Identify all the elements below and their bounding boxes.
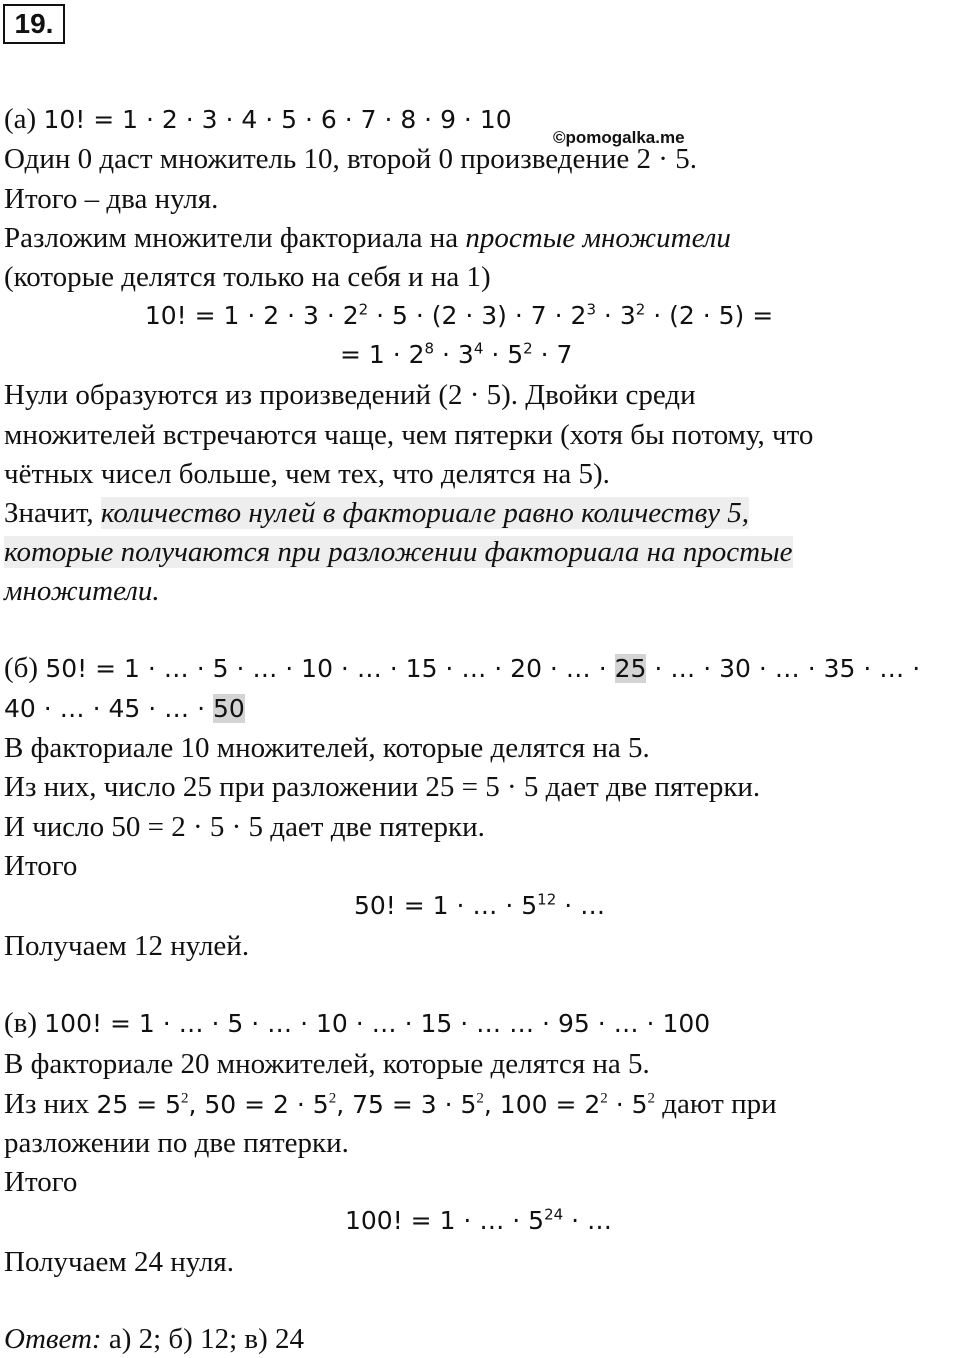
answer-text: а) 2; б) 12; в) 24	[101, 1323, 304, 1355]
factorial-10-formula: 10! = 1 · 2 · 3 · 4 · 5 · 6 · 7 · 8 · 9 · 10	[43, 105, 512, 134]
answer-line	[4, 1321, 304, 1357]
part-a-line-10: чётных чисел больше, чем тех, что делятся на 5).	[4, 458, 610, 490]
part-b-line-1: (б) 50! = 1 · … · 5 · … · 10 · … · 15 · … · 20 · … · 25 · … · 30 · … · 35 · … ·	[4, 652, 921, 684]
part-b-line-6: Итого	[4, 850, 78, 882]
watermark: ©pomogalka.me	[553, 128, 685, 147]
part-b-line-3: В факториале 10 множителей, которые делятся на 5.	[4, 732, 650, 764]
part-a-line-4	[4, 220, 731, 256]
part-b-line-2: 40 · … · 45 · … · 50	[4, 694, 245, 723]
part-c-line-1: (в) 100! = 1 · … · 5 · … · 10 · … · 15 · … … · 95 · … · 100	[4, 1007, 711, 1039]
part-a-line-3: Итого – два нуля.	[4, 183, 219, 215]
part-b-result: Получаем 12 нулей.	[4, 930, 250, 962]
equation-10-factorial-expanded: 10! = $1 \cdot 2 \cdot 3 \cdot 2^2 \cdot 5 \cdot (2 \cdot 3) \cdot 7 \cdot 2^3 \cdot 3^2 \cdot (2 \cdot 5)$ =	[144, 300, 774, 330]
part-b-line-5: И число 50 = 2 · 5 · 5 дает две пятерки.	[4, 811, 485, 843]
part-c-line-4: разложении по две пятерки.	[4, 1127, 349, 1159]
task-number: 19.	[3, 4, 65, 44]
part-a-line-12: которые получаются при разложении факториала на простые	[4, 536, 793, 568]
part-b-line-4: Из них, число 25 при разложении 25 = 5 · 5 дает две пятерки.	[4, 771, 761, 803]
highlight-50: 50	[212, 694, 245, 723]
part-a-line-4-text: Разложим множители факториала на	[4, 222, 466, 254]
part-c-result: Получаем 24 нуля.	[4, 1246, 235, 1278]
part-a-line-8: Нули образуются из произведений (2 · 5). Двойки среди	[4, 379, 696, 411]
part-a-line-2: Один 0 даст множитель 10, второй 0 произведение 2 · 5.	[4, 143, 697, 175]
part-c-label: (в)	[4, 1007, 45, 1039]
part-a-line-11: Значит, количество нулей в факториале равно количеству 5,	[4, 497, 750, 529]
part-a-line-5: (которые делятся только на себя и на 1)	[4, 261, 491, 293]
part-a-line-1	[4, 101, 512, 138]
part-c-line-3: Из них $25 = 5^2$, $50 = 2 \cdot 5^2$, $75 = 3 \cdot 5^2$, $100 = 2^2 \cdot 5^2$ дают при	[4, 1088, 777, 1120]
part-a-line-13: множители.	[4, 575, 160, 607]
prime-factors-term: простые множители	[465, 222, 731, 254]
equation-100-factorial: 100! = 1 · … · $5^{24}$ · …	[345, 1205, 613, 1235]
highlight-25: 25	[614, 654, 647, 683]
answer-label: Ответ:	[4, 1323, 102, 1355]
part-a-label: (а)	[4, 103, 44, 135]
conclusion-italic: количество нулей в факториале равно количеству 5,	[100, 497, 750, 529]
equation-10-factorial-primes: = $1 \cdot 2^8 \cdot 3^4 \cdot 5^2 \cdot 7$	[340, 339, 573, 369]
part-a-line-9: множителей встречаются чаще, чем пятерки (хотя бы потому, что	[4, 419, 814, 451]
part-c-line-2: В факториале 20 множителей, которые делятся на 5.	[4, 1048, 650, 1080]
equation-50-factorial: 50! = 1 · … · $5^{12}$ · …	[354, 890, 606, 920]
part-b-label: (б)	[4, 652, 46, 684]
part-c-line-5: Итого	[4, 1166, 78, 1198]
